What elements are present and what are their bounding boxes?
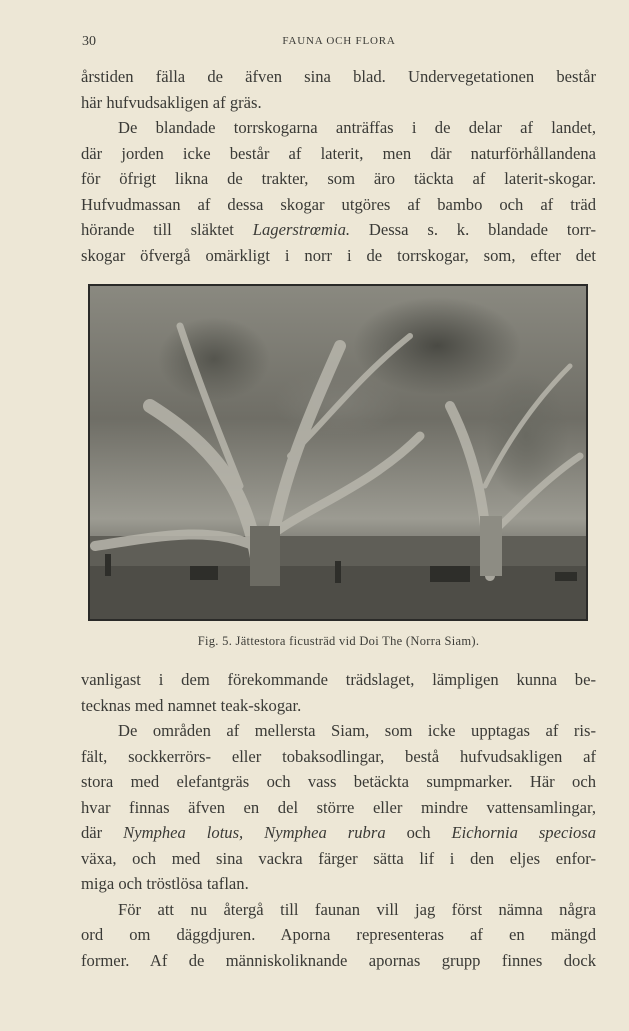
- text-line: miga och tröstlösa taflan.: [81, 874, 249, 893]
- text-span: Dessa s. k. blandade torr-: [350, 220, 596, 239]
- running-head: FAUNA OCH FLORA: [282, 35, 396, 47]
- text-line: här hufvudsakligen af gräs.: [81, 92, 262, 112]
- text-line: skogar öfvergå omärkligt i norr i de torrskogar, som, efter det: [81, 245, 596, 265]
- text-line: För att nu återgå till faunan vill jag först nämna några: [118, 899, 596, 919]
- page-header: [82, 34, 596, 50]
- text-line: ord om däggdjuren. Aporna representeras af en mängd: [81, 925, 596, 944]
- species-name: Nymphea lotus, Nymphea rubra: [123, 823, 386, 842]
- ficus-tree-illustration: [90, 286, 586, 619]
- text-line: tecknas med namnet teak-skogar.: [81, 695, 302, 715]
- text-line: Hufvudmassan af dessa skogar utgöres af bambo och af träd: [81, 194, 596, 214]
- text-line: vanligast i dem förekommande trädslaget, lämpligen kunna be-: [81, 670, 596, 689]
- species-name: Eichornia speciosa: [451, 823, 596, 842]
- page-number: 30: [82, 34, 96, 49]
- text-line: De områden af mellersta Siam, som icke upptagas af ris-: [118, 721, 596, 740]
- figure-photo: [88, 284, 588, 621]
- text-line: växa, och med sina vackra färger sätta lif i den eljes enfor-: [81, 848, 596, 868]
- text-line: stora med elefantgräs och vass betäckta sumpmarker. Här och: [81, 772, 596, 791]
- text-line: former. Af de människoliknande apornas grupp finnes dock: [81, 950, 596, 970]
- paragraph-block-lower: [81, 667, 596, 973]
- text-span: hörande till släktet: [81, 220, 253, 239]
- text-line: där jorden icke består af laterit, men där naturförhållandena: [81, 143, 596, 163]
- text-line: hvar finnas äfven en del större eller mindre vattensamlingar,: [81, 797, 596, 817]
- text-line: för öfrigt likna de trakter, som äro täckta af laterit-skogar.: [81, 169, 596, 188]
- text-line: [81, 820, 596, 846]
- text-span: där: [81, 823, 124, 842]
- text-span: och: [385, 823, 452, 842]
- species-name: Lagerstrœmia.: [252, 220, 351, 239]
- text-line: De blandade torrskogarna anträffas i de delar af landet,: [118, 118, 596, 137]
- paragraph-block-upper: [81, 64, 596, 268]
- text-line: årstiden fälla de äfven sina blad. Undervegetationen består: [81, 67, 596, 86]
- figure-caption: Fig. 5. Jättestora ficusträd vid Doi The (Norra Siam).: [197, 634, 480, 648]
- text-line: [81, 217, 596, 243]
- text-line: fält, sockkerrörs- eller tobaksodlingar, bestå hufvudsakligen af: [81, 746, 596, 766]
